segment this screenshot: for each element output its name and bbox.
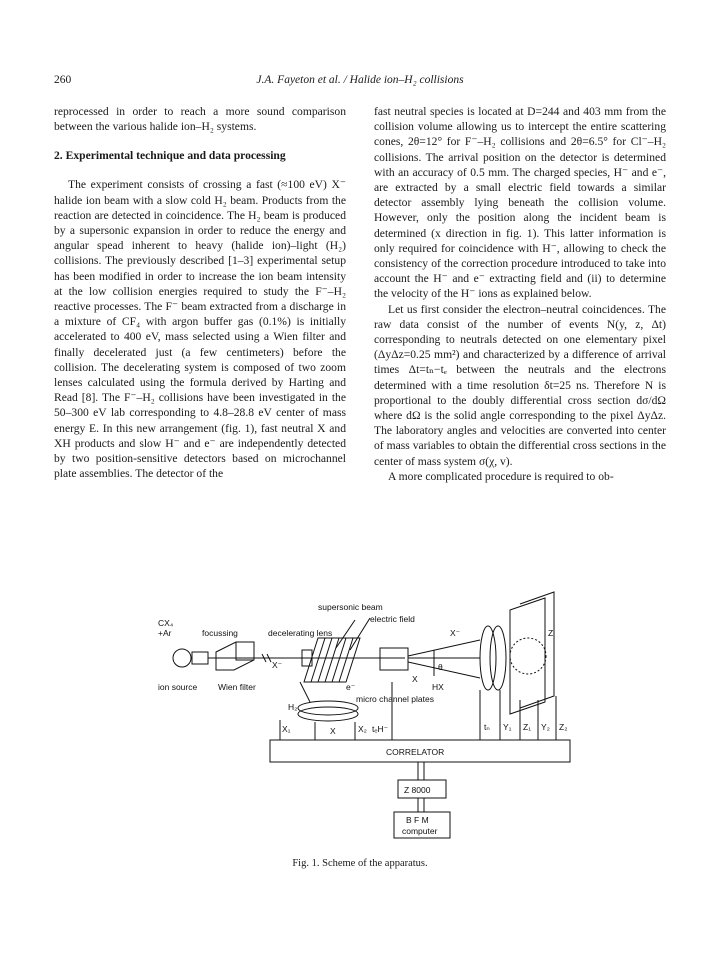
label-x-axis: X: [330, 726, 336, 736]
label-electric-field: electric field: [370, 614, 415, 624]
apparatus-diagram: [150, 590, 580, 852]
label-x-minus-beam: X⁻: [272, 660, 283, 670]
paragraph: Let us first consider the electron–neutral coincidences. The raw data consist of the number of events N(y, z, Δt) corresponding to neutrals detected on one elementary pixel (ΔyΔz=0.25 mm²) and characterized by a difference of arrival times Δt=tₙ−tₑ between the neutrals and the electrons determined with a time resolution δt=25 ns. Therefore N is proportional to the doubly differential cross section dσ/dΩ where dΩ is the solid angle corresponding to the pixel ΔyΔz. The laboratory angles and velocities are converted into center of mass variables to obtain the differential cross sections in the center of mass system σ(χ, v).: [374, 302, 666, 468]
neutral-detector: [480, 592, 554, 714]
running-head: J.A. Fayeton et al. / Halide ion–H₂ collisions: [256, 74, 464, 86]
label-correlator: CORRELATOR: [386, 747, 445, 757]
label-z-axis: Z: [548, 628, 554, 638]
label-h2: H₂: [288, 702, 298, 712]
figure-caption: Fig. 1. Scheme of the apparatus.: [292, 858, 428, 869]
label-x-neutral: X: [412, 674, 418, 684]
label-ion-source: ion source: [158, 682, 198, 692]
wien-filter-shape: [216, 642, 254, 670]
label-x-minus-out: X⁻: [450, 628, 461, 638]
right-column: [374, 104, 666, 484]
label-mcp: micro channel plates: [356, 694, 434, 704]
label-x2: X₂: [358, 724, 367, 734]
left-column: [54, 104, 346, 481]
label-hx: HX: [432, 682, 444, 692]
label-wien-filter: Wien filter: [218, 682, 256, 692]
label-supersonic-beam: supersonic beam: [318, 602, 383, 612]
extraction-box: [380, 648, 408, 670]
label-z2: Z₂: [559, 722, 568, 732]
label-x1: X₁: [282, 724, 291, 734]
section-heading: 2. Experimental technique and data processing: [54, 149, 286, 163]
label-y2: Y₂: [541, 722, 550, 732]
label-computer: computer: [402, 826, 438, 836]
label-focussing: focussing: [202, 628, 238, 638]
page-number: 260: [54, 74, 72, 86]
focussing-lens-shape: [192, 652, 208, 664]
page-header: [54, 74, 666, 90]
figure-apparatus: [150, 590, 580, 852]
label-cx4: CX₄: [158, 618, 174, 628]
label-bfm: B F M: [406, 815, 429, 825]
label-teh: tₑH⁻: [372, 724, 389, 734]
label-z1: Z₁: [523, 722, 532, 732]
label-ar: +Ar: [158, 628, 172, 638]
paragraph: reprocessed in order to reach a more sound comparison between the various halide ion–H₂ systems.: [54, 105, 346, 134]
ion-source-shape: [173, 649, 191, 667]
paragraph: fast neutral species is located at D=244 and 403 mm from the collision volume allowing us to intercept the entire scattering cones, 2θ=12° for F⁻–H₂ collisions and 2θ=6.5° for Cl⁻–H₂ collisions. The arrival position on the detector is determined with an accuracy of 0.5 mm. The charged species, H⁻ and e⁻, are extracted by a small electric field towards a similar detector assembly lying beneath the collision volume. However, only the position along the incident beam is determined (x direction in fig. 1). This latter information is only required for coincidence with H⁻, allowing to check the consistency of the correction procedure introduced to take into account the H⁻ and e⁻ extracting field and (ii) to determine the velocity of the H⁻ ions as explained below.: [374, 105, 666, 301]
label-tn: tₙ: [484, 722, 490, 732]
paragraph: The experiment consists of crossing a fast (≈100 eV) X⁻ halide ion beam with a slow cold H₂ beam. Products from the reaction are detected in coincidence. The H₂ beam is produced by a supersonic expansion in order to reduce the energy and angular spead inherent to heavy (halide ion)–light (H₂) collisions. The previously described [1–3] experimental setup has been modified in order to increase the ion beam intensity at the low collision energies required to study the F⁻–H₂ reactive processes. The F⁻ beam extracted from a discharge in a mixture of CF₄ with argon buffer gas (0.1%) is initially accelerated to 400 eV, mass selected using a Wien filter and finally decelerated just (a few centimeters) before the collision. The decelerating system is composed of two zoom lenses calculated using the formula derived by Harting and Read [8]. The F⁻–H₂ collisions have been investigated in the 50–300 eV lab corresponding to 4.8–28.8 eV center of mass energy E. In this new arrangement (fig. 1), fast neutral X and XH products and slow H⁻ and e⁻ are independently detected by two position-sensitive detectors based on microchannel plate assemblies. The detector of the: [54, 178, 346, 481]
label-e-minus: e⁻: [346, 682, 356, 692]
label-theta: θ: [438, 662, 443, 672]
label-decelerating-lens: decelerating lens: [268, 628, 333, 638]
label-y1: Y₁: [503, 722, 512, 732]
paragraph: A more complicated procedure is required to ob-: [388, 469, 614, 483]
label-z8000: Z 8000: [404, 785, 431, 795]
